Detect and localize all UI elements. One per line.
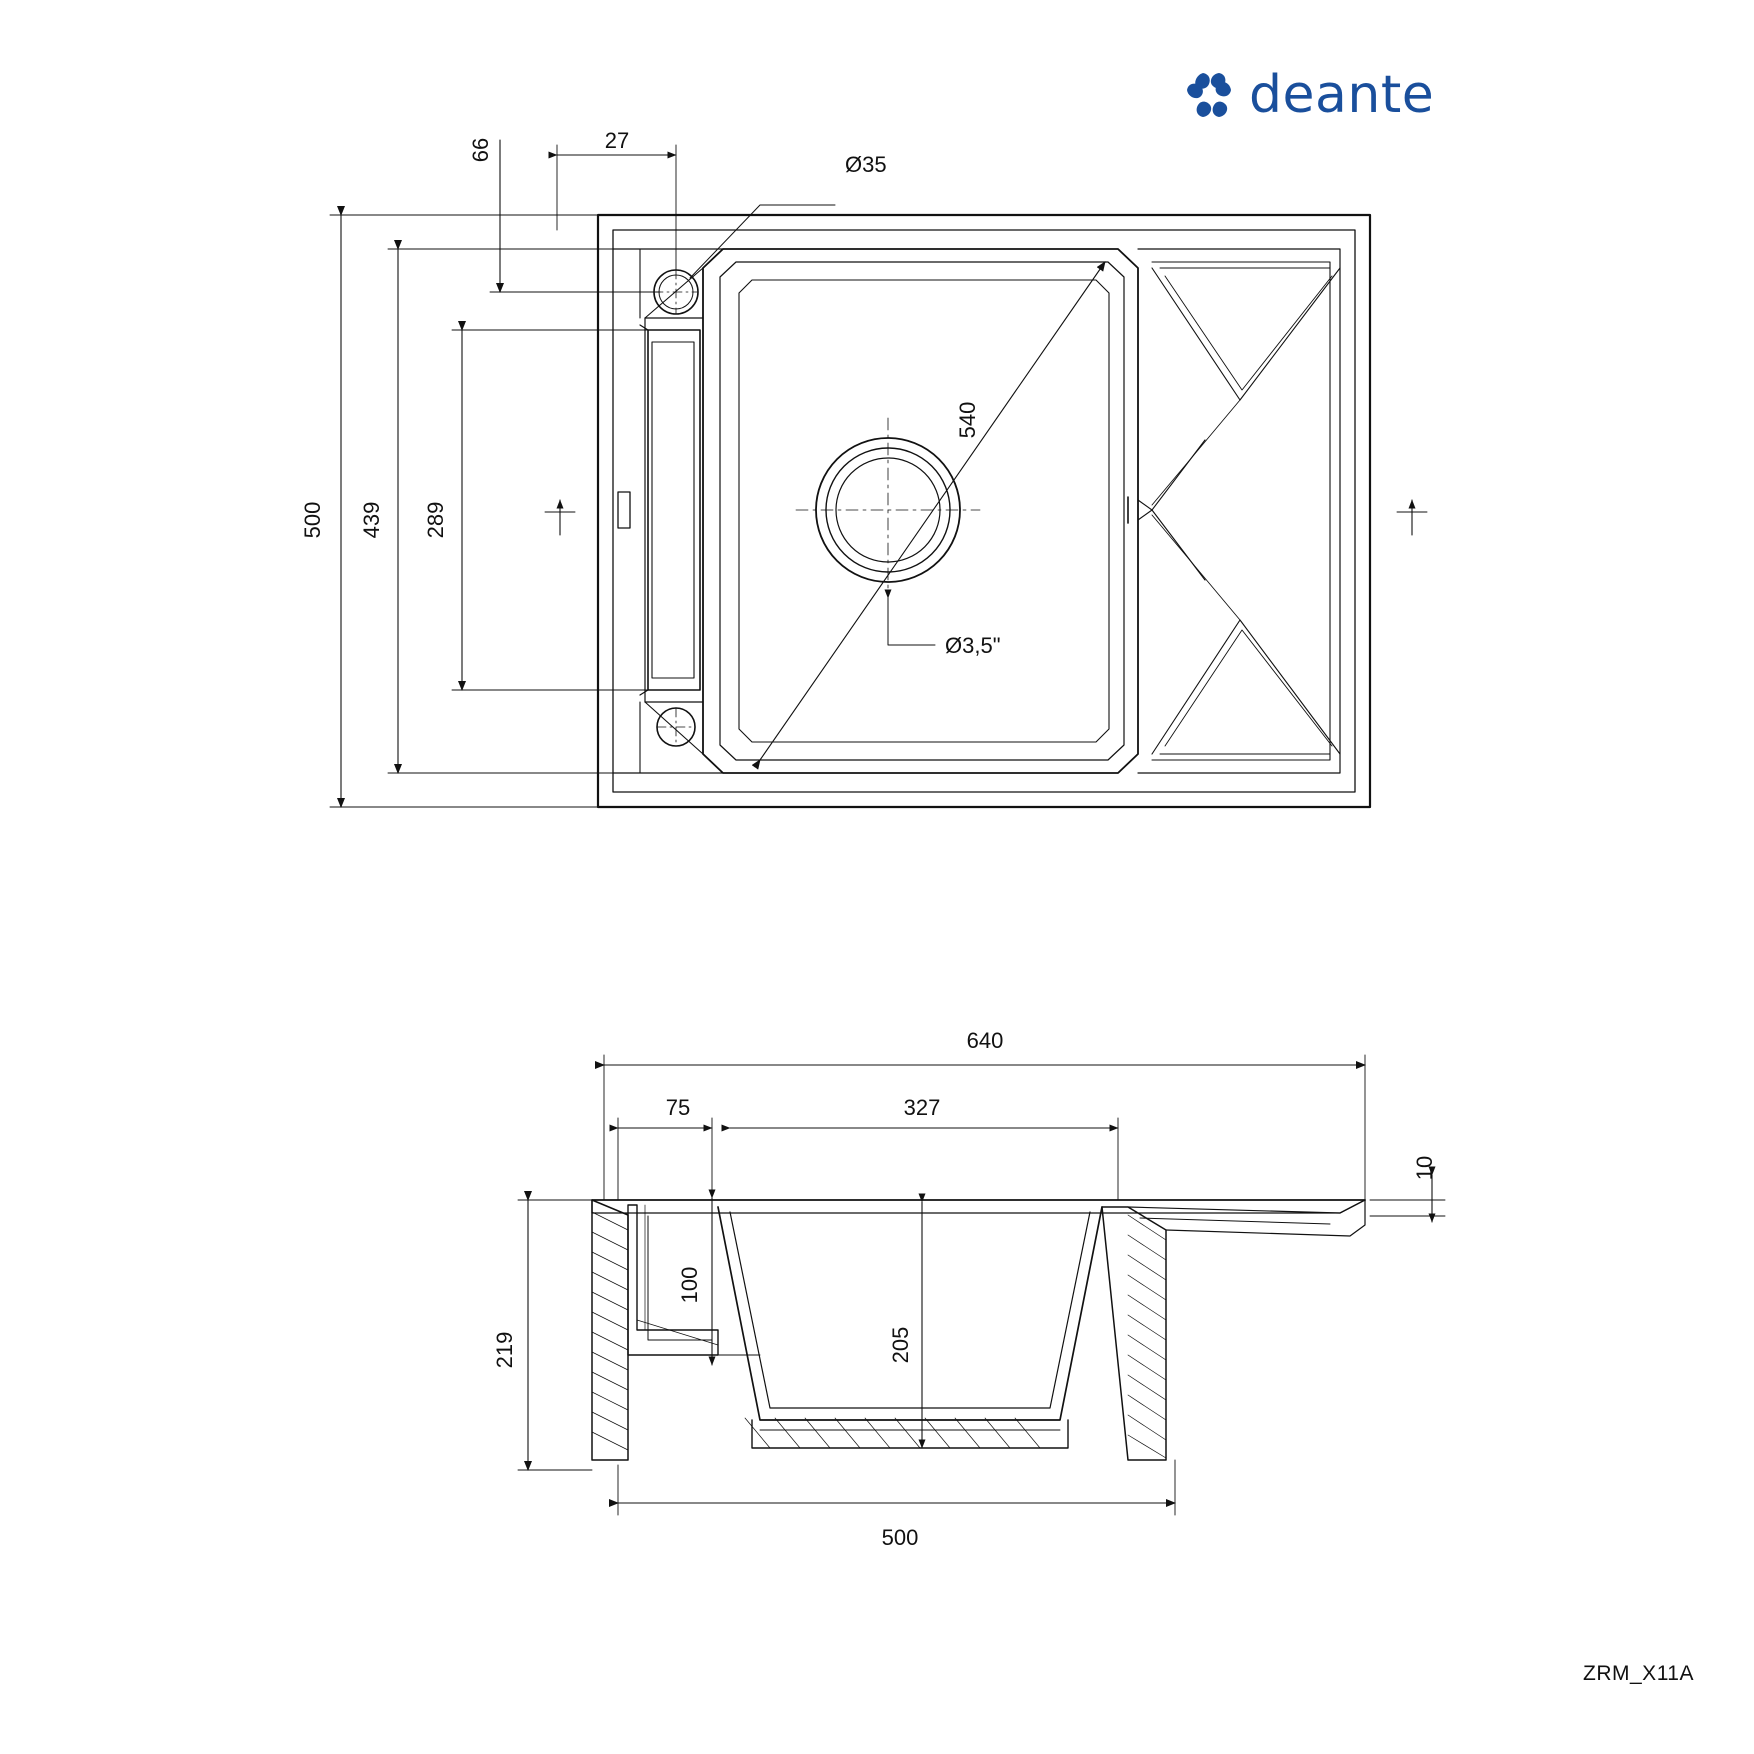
dim-205: 205 <box>888 1326 913 1364</box>
brand-name: deante <box>1249 65 1435 125</box>
dim-66: 66 <box>468 137 493 163</box>
dim-640: 640 <box>966 1028 1004 1053</box>
dim-hole-35: Ø35 <box>845 152 887 177</box>
dim-327: 327 <box>903 1095 941 1120</box>
top-view-geometry <box>598 215 1370 807</box>
dim-75: 75 <box>665 1095 691 1120</box>
dim-27: 27 <box>604 128 630 153</box>
section-view-dimensions <box>518 1055 1445 1515</box>
dim-10: 10 <box>1412 1155 1437 1181</box>
section-view-geometry <box>592 1200 1365 1460</box>
dim-500-depth: 500 <box>300 501 325 539</box>
dim-289: 289 <box>423 501 448 539</box>
dim-439: 439 <box>359 501 384 539</box>
dim-waste-3-5: Ø3,5" <box>945 633 1001 658</box>
top-view-dimensions <box>330 137 1427 807</box>
dim-540-diagonal: 540 <box>955 401 980 439</box>
dim-219: 219 <box>492 1331 517 1369</box>
dim-100: 100 <box>677 1266 702 1304</box>
dim-500-width: 500 <box>881 1525 919 1550</box>
product-code: ZRM_X11A <box>1583 1662 1694 1685</box>
